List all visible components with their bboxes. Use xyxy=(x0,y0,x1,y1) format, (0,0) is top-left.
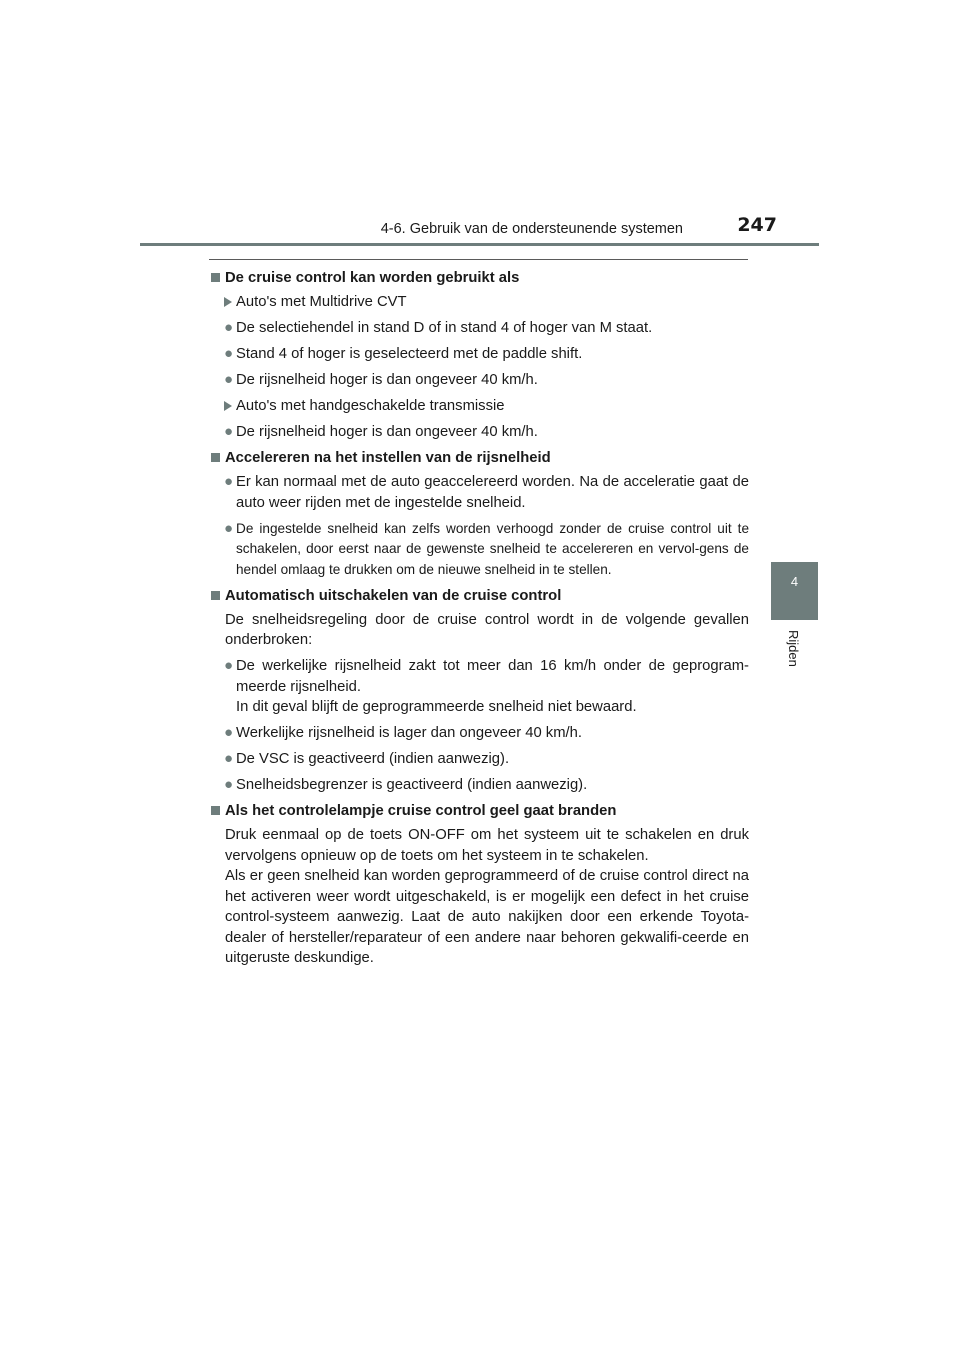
section-heading: Accelereren na het instellen van de rijsnelheid xyxy=(211,448,749,469)
circle-bullet-icon: ● xyxy=(224,724,234,741)
circle-bullet-icon: ● xyxy=(224,345,234,362)
circle-bullet-icon: ● xyxy=(224,657,234,674)
list-item: ● De rijsnelheid hoger is dan ongeveer 40 km/h. xyxy=(211,370,749,391)
square-bullet-icon xyxy=(211,453,220,462)
chapter-tab-label: Rijden xyxy=(786,630,801,667)
section-paragraph: Als er geen snelheid kan worden geprogrammeerd of de cruise control direct na het activeren weer wordt uitgeschakeld, is er mogelijk een defect in het cruise control-systeem aanwezig. Laat de auto nakijken door een erkende Toyota-dealer of hersteller/reparateur of een andere naar behoren gekwalifi-ceerde en uitgeruste deskundige. xyxy=(225,868,749,966)
circle-bullet-icon: ● xyxy=(224,371,234,388)
circle-bullet-icon: ● xyxy=(224,519,234,537)
list-item: ● Snelheidsbegrenzer is geactiveerd (indien aanwezig). xyxy=(211,775,749,796)
header-rule xyxy=(140,243,819,246)
triangle-marker-icon xyxy=(224,297,232,307)
list-item: Auto's met handgeschakelde transmissie xyxy=(211,396,749,417)
list-item: ● De selectiehendel in stand D of in stand 4 of hoger van M staat. xyxy=(211,318,749,339)
list-item: ● Er kan normaal met de auto geaccelereerd worden. Na de acceleratie gaat de auto weer rijden met de ingestelde snelheid. xyxy=(224,473,749,511)
triangle-marker-icon xyxy=(224,401,232,411)
circle-bullet-icon: ● xyxy=(224,750,234,767)
list-item: ● Stand 4 of hoger is geselecteerd met de paddle shift. xyxy=(211,344,749,365)
section-title: 4-6. Gebruik van de ondersteunende systemen xyxy=(380,221,683,237)
content-rule xyxy=(209,259,748,260)
list-item: ● De VSC is geactiveerd (indien aanwezig). xyxy=(211,749,749,770)
page-number: 247 xyxy=(737,214,777,236)
page-content xyxy=(211,268,749,974)
circle-bullet-icon: ● xyxy=(224,473,234,490)
list-item: ● De rijsnelheid hoger is dan ongeveer 40 km/h. xyxy=(211,422,749,443)
square-bullet-icon xyxy=(211,806,220,815)
list-item: ● De ingestelde snelheid kan zelfs worden verhoogd zonder de cruise control uit te schakelen, door eerst naar de gewenste snelheid te accelereren en vervol-gens de hendel omlaag te drukken om de nieuwe snelheid in te stellen. xyxy=(224,519,749,577)
section-heading: Automatisch uitschakelen van de cruise control xyxy=(211,586,749,607)
section-heading: Als het controlelampje cruise control geel gaat branden xyxy=(211,801,749,822)
square-bullet-icon xyxy=(211,273,220,282)
circle-bullet-icon: ● xyxy=(224,319,234,336)
section-heading: De cruise control kan worden gebruikt als xyxy=(211,268,749,289)
list-item: ● De werkelijke rijsnelheid zakt tot meer dan 16 km/h onder de geprogram-meerde rijsnelheid. In dit geval blijft de geprogrammeerde snelheid niet bewaard. xyxy=(224,657,749,715)
circle-bullet-icon: ● xyxy=(224,776,234,793)
section-paragraph: Druk eenmaal op de toets ON-OFF om het systeem uit te schakelen en druk vervolgens opnieuw op de toets om het systeem in te schakelen. xyxy=(225,827,749,864)
circle-bullet-icon: ● xyxy=(224,423,234,440)
list-item: Auto's met Multidrive CVT xyxy=(211,292,749,313)
section-intro: De snelheidsregeling door de cruise control wordt in de volgende gevallen onderbroken: xyxy=(225,611,749,648)
square-bullet-icon xyxy=(211,591,220,600)
chapter-tab-number: 4 xyxy=(790,574,799,589)
chapter-tab[interactable] xyxy=(771,562,818,620)
list-item: ● Werkelijke rijsnelheid is lager dan ongeveer 40 km/h. xyxy=(211,723,749,744)
